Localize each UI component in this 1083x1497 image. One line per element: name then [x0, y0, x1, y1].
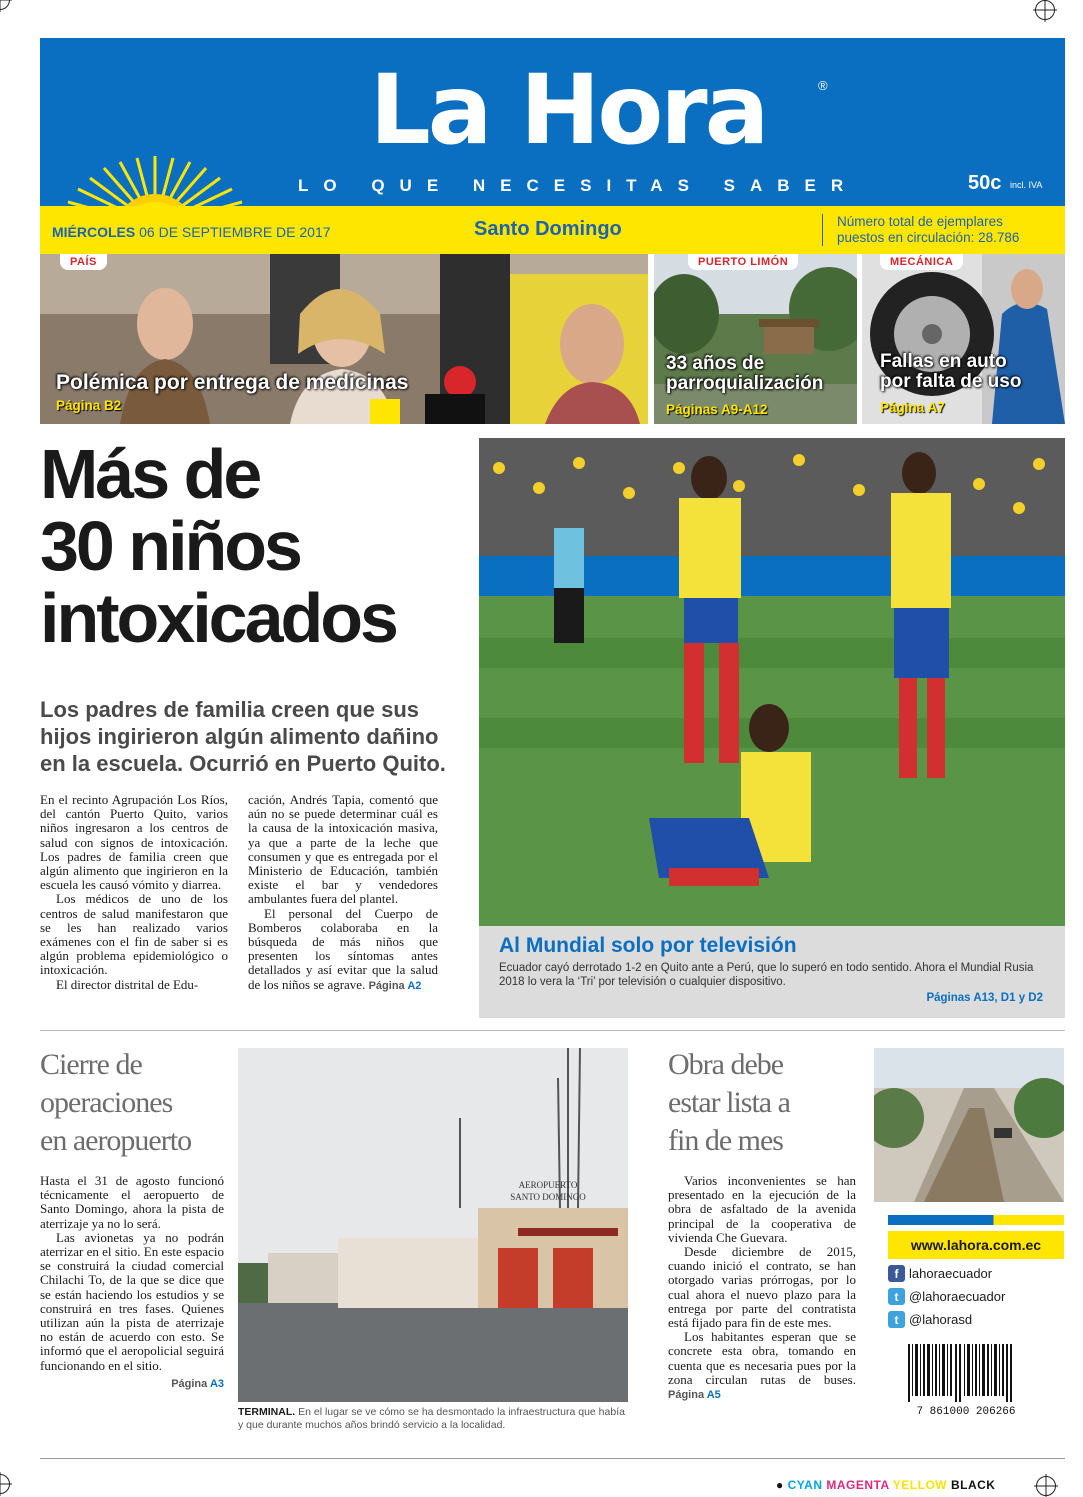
promo-title-line: por falta de uso [880, 370, 1022, 392]
section-tag: MECÁNICA [880, 254, 963, 270]
paragraph: Hasta el 31 de agosto funcionó técnicamente el aeropuerto de Santo Domingo, ahora la pista de aterrizaje ya no lo será. [40, 1173, 224, 1231]
page-reference[interactable]: Página A3 [171, 1377, 224, 1390]
social-handle: lahoraecuador [909, 1266, 993, 1281]
lead-column-1 [40, 793, 228, 992]
twitter-link[interactable] [888, 1311, 1064, 1328]
twitter-link[interactable] [888, 1288, 1064, 1305]
car-tire-photo [862, 254, 1065, 424]
social-handle: @lahorasd [909, 1312, 973, 1327]
paragraph: En el recinto Agrupación Los Ríos, del cantón Puerto Quito, varios niños ingresaron a los centros de salud con signos de intoxicación. Los padres de familia creen que algún alimento que ingirieron en la escuela les causó vómito y diarrea. [40, 792, 228, 893]
registration-mark [1035, 0, 1055, 20]
weekday: MIÉRCOLES [52, 224, 136, 240]
newspaper-logo: La Hora [369, 54, 767, 166]
twitter-icon: t [888, 1288, 905, 1305]
section-tag: PAÍS [60, 254, 107, 270]
page-reference[interactable]: Página A5 [668, 1389, 721, 1402]
sign-text: AEROPUERTO [518, 1180, 578, 1190]
facebook-link[interactable] [888, 1265, 1064, 1282]
promo-puerto-limon[interactable] [654, 254, 857, 424]
color-strip [888, 1215, 1064, 1225]
paragraph: cación, Andrés Tapia, comentó que aún no se puede determinar cuál es la causa de la intoxicación masiva, ya que a parte de la leche que consumen y que es entregada por el Ministerio de Educación, también existe el bar y vendedores ambulantes fuera del plantel. [248, 792, 438, 907]
registration-mark [1036, 1476, 1056, 1496]
registered-mark: ® [818, 78, 828, 93]
airport-caption [238, 1406, 628, 1432]
promo-title [666, 354, 823, 394]
headline-line: operaciones [40, 1086, 173, 1119]
date-text: 06 DE SEPTIEMBRE DE 2017 [139, 224, 331, 240]
barcode-number: 7 861000 206266 [916, 1406, 1016, 1416]
promo-title-line: Fallas en auto [880, 351, 1007, 372]
press-conference-photo [40, 254, 648, 424]
sign-text: SANTO DOMINGO [510, 1192, 586, 1202]
airport-body [40, 1174, 224, 1391]
circulation-line: puestos en circulación: 28.786 [837, 230, 1020, 245]
promo-mecanica[interactable] [862, 254, 1065, 424]
road-headline [668, 1046, 858, 1160]
promo-title-line: parroquialización [666, 372, 824, 394]
park-photo [654, 254, 857, 424]
paragraph: Los habitantes esperan que se concrete esta obra, tomando en cuenta que es necesaria pues por la zona circulan rutas de buses. Página A5 [668, 1329, 856, 1402]
black-label: BLACK [950, 1478, 996, 1492]
circulation-line: Número total de ejemplares [837, 214, 1003, 229]
lead-headline [40, 435, 460, 657]
paragraph: Los médicos de uno de los centros de salud manifestaron que se les han realizado varios exámenes con el fin de saber si es algún problema epidemiológico o intoxicación. [40, 891, 228, 978]
bottom-rule [40, 1458, 1065, 1459]
airport-headline [40, 1046, 230, 1160]
social-handle: @lahoraecuador [909, 1289, 1006, 1304]
date-bar [40, 206, 1065, 254]
headline-line: 30 niños [40, 507, 300, 585]
barcode [896, 1344, 1036, 1416]
magenta-label: MAGENTA [826, 1478, 890, 1492]
headline-line: Más de [40, 435, 260, 513]
road-works-photo [874, 1048, 1064, 1202]
section-tag: PUERTO LIMÓN [688, 254, 798, 270]
road-body [668, 1174, 856, 1402]
sun-icon [60, 156, 250, 206]
page-reference[interactable]: Páginas A13, D1 y D2 [926, 992, 1043, 1004]
registration-mark [0, 0, 10, 10]
paragraph: El personal del Cuerpo de Bomberos colaboraba en la búsqueda de más niños que presenten los síntomas antes detallados y así evitar que la salud de los niños se agrave. Página A2 [248, 905, 438, 992]
promo-page: Páginas A9-A12 [666, 402, 768, 417]
facebook-icon: f [888, 1265, 905, 1282]
caption-text: Ecuador cayó derrotado 1-2 en Quito ante a Perú, que lo superó en todo sentido. Ahora el Mundial Rusia 2018 lo vera la ‘Tri’ por televisión o cualquier dispositivo. [499, 962, 1034, 988]
paragraph: El director distrital de Edu- [56, 976, 199, 992]
price-note: incl. IVA [1010, 180, 1043, 190]
paragraph: Varios inconvenientes se han presentado en la ejecución de la obra de asfaltado de la avenida principal de la cooperativa de vivienda Che Guevara. [668, 1173, 856, 1245]
promo-pais[interactable] [40, 254, 648, 424]
headline-line: Obra debe [668, 1048, 784, 1081]
promo-title: Polémica por entrega de medicinas [56, 371, 409, 394]
headline-line: Cierre de [40, 1048, 142, 1081]
caption-title[interactable]: Al Mundial solo por televisión [499, 934, 797, 957]
headline-line: estar lista a [668, 1086, 790, 1119]
tagline: LO QUE NECESITAS SABER [298, 176, 859, 195]
twitter-icon: t [888, 1311, 905, 1328]
section-divider [40, 1030, 1065, 1031]
masthead [40, 38, 1065, 206]
lead-deck: Los padres de familia creen que sus hijos ingirieron algún alimento dañino en la escuela. Ocurrió en Puerto Quito. [40, 697, 446, 776]
airport-photo [238, 1048, 628, 1402]
headline-line: en aeropuerto [40, 1124, 192, 1157]
paragraph: Desde diciembre de 2015, cuando inició el contrato, se han otorgado varias prórrogas, por lo cual ahora el nuevo plazo para la entrega por parte del contratista está fijado para fin de este mes. [668, 1244, 856, 1331]
paragraph: Las avionetas ya no podrán aterrizar en el sitio. En este espacio se construirá la ciudad comercial Chilachi To, de la que se dice que se están haciendo los estudios y se construirá en tres fases. Quienes utilizan aún la pista de aterrizaje no están de acuerdo con esto. Se informó que el aeropolicial seguirá funcionando en el sitio. [40, 1229, 224, 1373]
yellow-label: YELLOW [892, 1478, 948, 1492]
price: 50c [968, 172, 1002, 194]
headline-line: fin de mes [668, 1124, 783, 1157]
lead-column-2 [248, 793, 438, 993]
headline-line: intoxicados [40, 579, 396, 657]
edition-city: Santo Domingo [474, 218, 622, 240]
registration-mark [0, 1474, 10, 1494]
print-color-bar: ● CYAN MAGENTA YELLOW BLACK [776, 1478, 996, 1492]
page-reference[interactable]: Página A2 [368, 979, 422, 992]
football-photo [479, 438, 1065, 926]
website-link[interactable]: www.lahora.com.ec [888, 1231, 1064, 1259]
promo-title-line: 33 años de [666, 353, 765, 374]
issue-date [52, 224, 331, 240]
promo-title [880, 352, 1021, 392]
promo-page: Página A7 [880, 400, 945, 415]
football-caption [479, 926, 1065, 1018]
circulation-note [822, 214, 1062, 246]
caption-label: TERMINAL. [238, 1406, 296, 1418]
web-social-box [888, 1215, 1064, 1328]
caption-text: En el lugar se ve cómo se ha desmontado la infraestructura que había y que durante muchos años brindó servicio a la localidad. [238, 1406, 625, 1431]
cyan-label: CYAN [787, 1478, 823, 1492]
promo-page: Página B2 [56, 398, 122, 413]
